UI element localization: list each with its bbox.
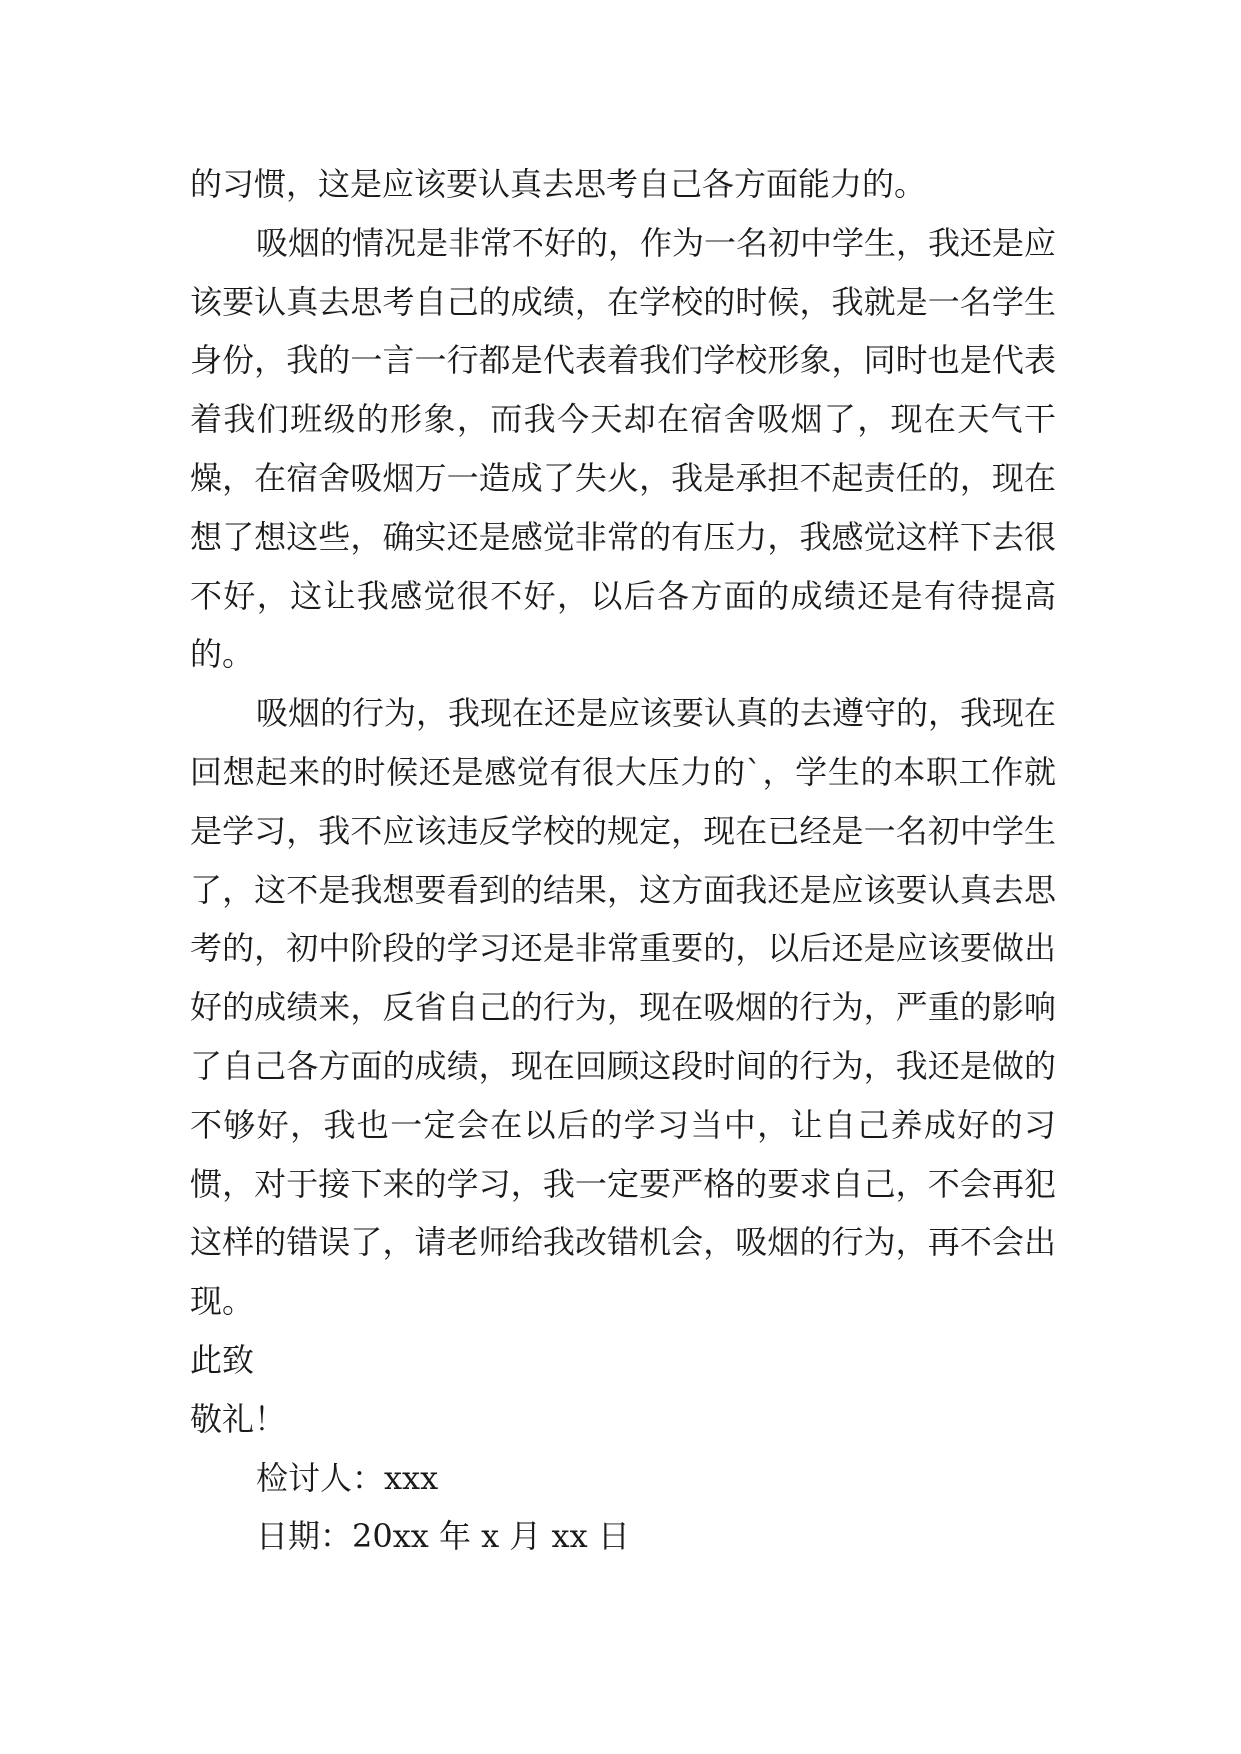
- paragraph-smoking-situation: 吸烟的情况是非常不好的，作为一名初中学生，我还是应该要认真去思考自己的成绩，在学校的时候，我就是一名学生身份，我的一言一行都是代表着我们学校形象，同时也是代表着我们班级的形象，而我今天却在宿舍吸烟了，现在天气干燥，在宿舍吸烟万一造成了失火，我是承担不起责任的，现在想了想这些，确实还是感觉非常的有压力，我感觉这样下去很不好，这让我感觉很不好，以后各方面的成绩还是有待提高的。: [190, 223, 1057, 674]
- document-body: [190, 155, 1056, 1566]
- closing-salutation: 此致: [190, 1340, 255, 1379]
- date-line: 日期：20xx 年 x 月 xx 日: [256, 1517, 630, 1556]
- closing-regards: 敬礼！: [190, 1399, 287, 1438]
- paragraph-continuation: 的习惯，这是应该要认真去思考自己各方面能力的。: [190, 165, 927, 203]
- paragraph-smoking-behavior: 吸烟的行为，我现在还是应该要认真的去遵守的，我现在回想起来的时候还是感觉有很大压力的`，学生的本职工作就是学习，我不应该违反学校的规定，现在已经是一名初中学生了，这不是我想要看到的结果，这方面我还是应该要认真去思考的，初中阶段的学习还是非常重要的，以后还是应该要做出好的成绩来，反省自己的行为，现在吸烟的行为，严重的影响了自己各方面的成绩，现在回顾这段时间的行为，我还是做的不够好，我也一定会在以后的学习当中，让自己养成好的习惯，对于接下来的学习，我一定要严格的要求自己，不会再犯这样的错误了，请老师给我改错机会，吸烟的行为，再不会出现。: [190, 694, 1057, 1321]
- signer-line: 检讨人：xxx: [256, 1458, 439, 1497]
